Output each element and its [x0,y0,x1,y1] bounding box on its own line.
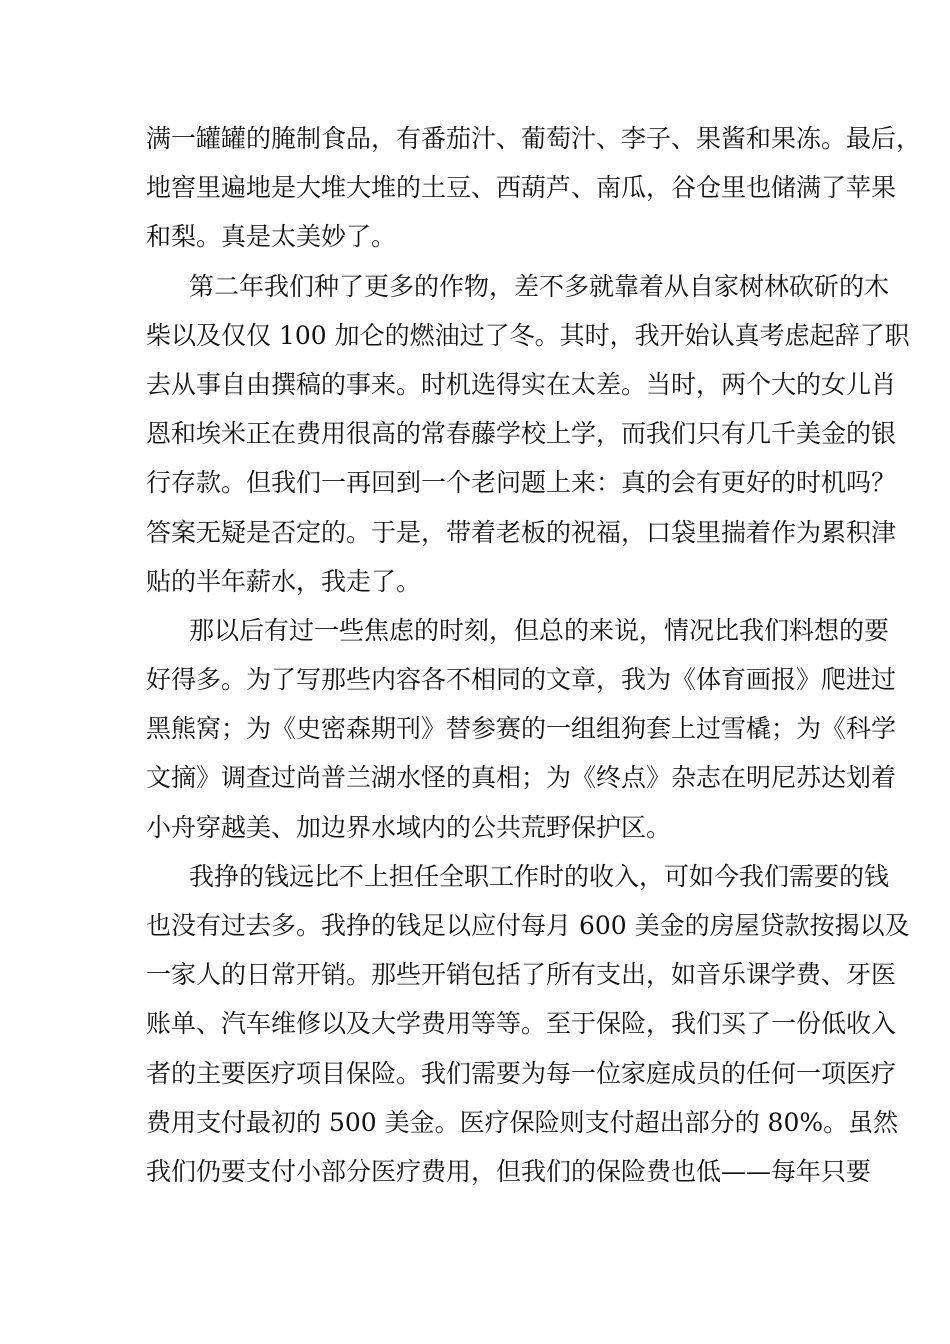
paragraph [146,852,910,1196]
text-line: 行存款。但我们一再回到一个老问题上来：真的会有更好的时机吗？ [146,468,897,498]
text-line: 黑熊窝；为《史密森期刊》替参赛的一组组狗套上过雪橇；为《科学 [146,714,897,744]
text-line: 贴的半年薪水，我走了。 [146,566,422,596]
text-line: 那以后有过一些焦虑的时刻，但总的来说，情况比我们料想的要 [189,615,890,645]
paragraph [146,262,910,606]
paragraph [146,114,922,262]
text-line: 我挣的钱远比不上担任全职工作时的收入，可如今我们需要的钱 [189,861,890,891]
body-text [146,114,922,1196]
text-line: 去从事自由撰稿的事来。时机选得实在太差。当时，两个大的女儿肖 [146,369,897,399]
text-line: 小舟穿越美、加边界水域内的公共荒野保护区。 [146,812,672,842]
text-line: 文摘》调查过尚普兰湖水怪的真相；为《终点》杂志在明尼苏达划着 [146,763,897,793]
text-line: 恩和埃米正在费用很高的常春藤学校上学，而我们只有几千美金的银 [146,419,897,449]
text-line: 答案无疑是否定的。于是，带着老板的祝福，口袋里揣着作为累积津 [146,517,897,547]
text-line: 也没有过去多。我挣的钱足以应付每月 600 美金的房屋贷款按揭以及 [146,911,910,940]
text-line: 一家人的日常开销。那些开销包括了所有支出，如音乐课学费、牙医 [146,960,897,990]
text-line: 柴以及仅仅 100 加仑的燃油过了冬。其时，我开始认真考虑起辞了职 [146,320,910,350]
paragraph [146,606,897,852]
text-line: 满一罐罐的腌制食品，有番茄汁、葡萄汁、李子、果酱和果冻。最后， [146,124,922,153]
text-line: 地窖里遍地是大堆大堆的土豆、西葫芦、南瓜，谷仓里也储满了苹果 [146,173,897,203]
text-line: 好得多。为了写那些内容各不相同的文章，我为《体育画报》爬进过 [146,665,897,695]
text-line: 第二年我们种了更多的作物，差不多就靠着从自家树林砍斫的木 [189,271,890,301]
text-line: 和梨。真是太美妙了。 [146,222,397,252]
text-line: 我们仍要支付小部分医疗费用，但我们的保险费也低——每年只要 [146,1156,872,1186]
text-line: 者的主要医疗项目保险。我们需要为每一位家庭成员的任何一项医疗 [146,1058,897,1088]
text-line: 账单、汽车维修以及大学费用等等。至于保险，我们买了一份低收入 [146,1009,897,1039]
text-line: 费用支付最初的 500 美金。医疗保险则支付超出部分的 80%。虽然 [146,1107,899,1137]
